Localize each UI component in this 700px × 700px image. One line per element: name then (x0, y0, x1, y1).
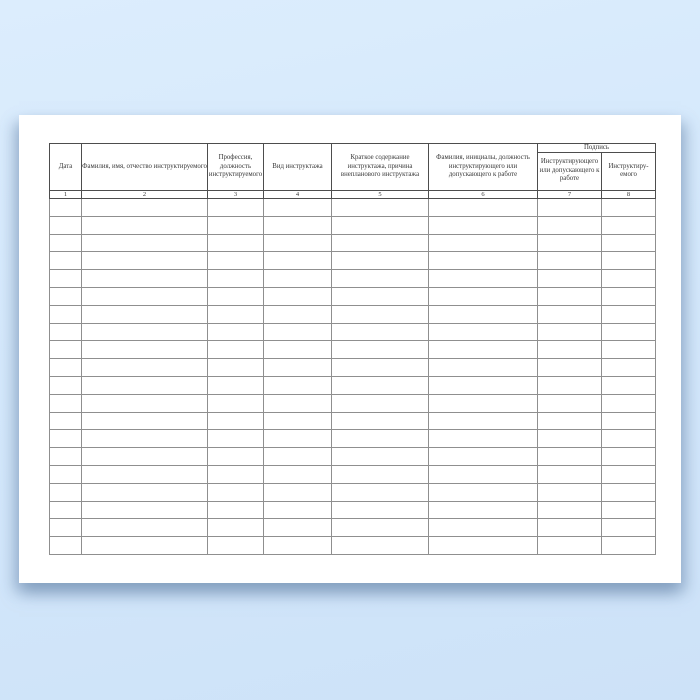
empty-cell (332, 199, 429, 217)
table-row (50, 519, 656, 537)
empty-cell (264, 483, 332, 501)
empty-cell (602, 465, 656, 483)
empty-cell (208, 412, 264, 430)
empty-cell (602, 270, 656, 288)
empty-cell (50, 394, 82, 412)
header-briefing-summary: Краткое содержание инструктажа, причина внепланового инструктажа (332, 144, 429, 191)
header-signature-instructed: Инструктиру-емого (602, 152, 656, 190)
empty-cell (332, 341, 429, 359)
empty-cell (429, 412, 538, 430)
column-number: 8 (602, 190, 656, 199)
empty-cell (82, 394, 208, 412)
empty-cell (82, 287, 208, 305)
table-body (50, 199, 656, 555)
empty-cell (208, 448, 264, 466)
empty-cell (429, 305, 538, 323)
empty-cell (602, 323, 656, 341)
empty-cell (332, 305, 429, 323)
empty-cell (538, 430, 602, 448)
empty-cell (208, 270, 264, 288)
empty-cell (332, 519, 429, 537)
empty-cell (429, 501, 538, 519)
empty-cell (82, 199, 208, 217)
empty-cell (332, 323, 429, 341)
empty-cell (538, 341, 602, 359)
empty-cell (602, 483, 656, 501)
empty-cell (429, 252, 538, 270)
empty-cell (538, 216, 602, 234)
empty-cell (602, 252, 656, 270)
empty-cell (82, 270, 208, 288)
empty-cell (429, 483, 538, 501)
empty-cell (602, 537, 656, 555)
document-page (19, 115, 681, 583)
table-row (50, 199, 656, 217)
column-number: 2 (82, 190, 208, 199)
empty-cell (208, 465, 264, 483)
empty-cell (82, 376, 208, 394)
empty-cell (538, 519, 602, 537)
empty-cell (50, 199, 82, 217)
empty-cell (82, 305, 208, 323)
table-row (50, 216, 656, 234)
empty-cell (538, 537, 602, 555)
table-row (50, 448, 656, 466)
header-signature-group: Подпись (538, 144, 656, 153)
table-row (50, 537, 656, 555)
empty-cell (602, 199, 656, 217)
empty-cell (50, 537, 82, 555)
empty-cell (264, 323, 332, 341)
empty-cell (208, 216, 264, 234)
empty-cell (538, 376, 602, 394)
empty-cell (50, 519, 82, 537)
empty-cell (429, 537, 538, 555)
empty-cell (82, 448, 208, 466)
empty-cell (538, 501, 602, 519)
table-row (50, 341, 656, 359)
empty-cell (538, 359, 602, 377)
column-number: 1 (50, 190, 82, 199)
empty-cell (50, 341, 82, 359)
empty-cell (602, 341, 656, 359)
empty-cell (429, 430, 538, 448)
column-number: 6 (429, 190, 538, 199)
empty-cell (264, 216, 332, 234)
empty-cell (264, 270, 332, 288)
empty-cell (264, 412, 332, 430)
header-row-top (50, 144, 656, 153)
empty-cell (264, 519, 332, 537)
empty-cell (208, 394, 264, 412)
empty-cell (208, 519, 264, 537)
empty-cell (82, 341, 208, 359)
empty-cell (82, 323, 208, 341)
empty-cell (82, 519, 208, 537)
empty-cell (82, 412, 208, 430)
empty-cell (264, 252, 332, 270)
empty-cell (50, 216, 82, 234)
empty-cell (50, 501, 82, 519)
empty-cell (538, 483, 602, 501)
empty-cell (264, 199, 332, 217)
empty-cell (538, 465, 602, 483)
empty-cell (264, 234, 332, 252)
empty-cell (82, 465, 208, 483)
empty-cell (332, 252, 429, 270)
empty-cell (602, 412, 656, 430)
table-row (50, 305, 656, 323)
empty-cell (50, 376, 82, 394)
empty-cell (264, 537, 332, 555)
empty-cell (602, 287, 656, 305)
empty-cell (82, 359, 208, 377)
empty-cell (50, 252, 82, 270)
empty-cell (50, 448, 82, 466)
table-row (50, 234, 656, 252)
empty-cell (602, 519, 656, 537)
empty-cell (208, 430, 264, 448)
empty-cell (332, 430, 429, 448)
empty-cell (602, 501, 656, 519)
empty-cell (264, 376, 332, 394)
empty-cell (538, 323, 602, 341)
header-signature-instructor: Инструктирующего или допускающего к работе (538, 152, 602, 190)
empty-cell (538, 199, 602, 217)
table-row (50, 394, 656, 412)
empty-cell (264, 394, 332, 412)
empty-cell (332, 376, 429, 394)
empty-cell (208, 341, 264, 359)
empty-cell (208, 376, 264, 394)
empty-cell (332, 465, 429, 483)
empty-cell (332, 234, 429, 252)
empty-cell (602, 305, 656, 323)
empty-cell (208, 234, 264, 252)
empty-cell (429, 359, 538, 377)
empty-cell (602, 394, 656, 412)
header-instructor-name: Фамилия, инициалы, должность инструктирующего или допускающего к работе (429, 144, 538, 191)
empty-cell (602, 234, 656, 252)
table-row (50, 430, 656, 448)
empty-cell (264, 305, 332, 323)
empty-cell (50, 412, 82, 430)
empty-cell (82, 483, 208, 501)
empty-cell (602, 359, 656, 377)
empty-cell (332, 287, 429, 305)
empty-cell (82, 537, 208, 555)
empty-cell (50, 430, 82, 448)
table-row (50, 465, 656, 483)
empty-cell (429, 465, 538, 483)
empty-cell (602, 216, 656, 234)
header-full-name: Фамилия, имя, отчество инструктируемого (82, 144, 208, 191)
column-number: 3 (208, 190, 264, 199)
empty-cell (602, 448, 656, 466)
empty-cell (264, 287, 332, 305)
empty-cell (429, 323, 538, 341)
empty-cell (602, 376, 656, 394)
table-row (50, 412, 656, 430)
empty-cell (429, 376, 538, 394)
empty-cell (429, 519, 538, 537)
empty-cell (538, 270, 602, 288)
empty-cell (208, 501, 264, 519)
empty-cell (332, 270, 429, 288)
empty-cell (429, 394, 538, 412)
empty-cell (332, 216, 429, 234)
instruction-log-table (49, 143, 656, 555)
table-row (50, 323, 656, 341)
empty-cell (208, 359, 264, 377)
empty-cell (208, 252, 264, 270)
empty-cell (264, 501, 332, 519)
empty-cell (82, 430, 208, 448)
empty-cell (264, 448, 332, 466)
table-row (50, 252, 656, 270)
empty-cell (50, 359, 82, 377)
empty-cell (50, 323, 82, 341)
table-row (50, 359, 656, 377)
column-numbers-row (50, 190, 656, 199)
empty-cell (429, 234, 538, 252)
empty-cell (538, 234, 602, 252)
empty-cell (50, 270, 82, 288)
empty-cell (429, 270, 538, 288)
empty-cell (264, 430, 332, 448)
empty-cell (332, 501, 429, 519)
table-row (50, 287, 656, 305)
empty-cell (50, 465, 82, 483)
empty-cell (538, 305, 602, 323)
empty-cell (429, 216, 538, 234)
table-row (50, 270, 656, 288)
empty-cell (538, 412, 602, 430)
empty-cell (429, 199, 538, 217)
empty-cell (208, 287, 264, 305)
empty-cell (332, 483, 429, 501)
empty-cell (538, 252, 602, 270)
empty-cell (208, 199, 264, 217)
column-number: 4 (264, 190, 332, 199)
empty-cell (208, 323, 264, 341)
empty-cell (429, 287, 538, 305)
empty-cell (208, 305, 264, 323)
empty-cell (538, 448, 602, 466)
empty-cell (50, 287, 82, 305)
empty-cell (264, 359, 332, 377)
empty-cell (429, 448, 538, 466)
empty-cell (332, 537, 429, 555)
empty-cell (332, 412, 429, 430)
header-briefing-type: Вид инструктажа (264, 144, 332, 191)
header-date: Дата (50, 144, 82, 191)
empty-cell (50, 305, 82, 323)
column-number: 5 (332, 190, 429, 199)
empty-cell (332, 394, 429, 412)
table-row (50, 501, 656, 519)
empty-cell (264, 341, 332, 359)
empty-cell (82, 252, 208, 270)
table-row (50, 483, 656, 501)
header-profession: Профессия, должность инструктируемого (208, 144, 264, 191)
empty-cell (82, 501, 208, 519)
empty-cell (602, 430, 656, 448)
empty-cell (429, 341, 538, 359)
empty-cell (332, 359, 429, 377)
empty-cell (82, 216, 208, 234)
table-row (50, 376, 656, 394)
column-number: 7 (538, 190, 602, 199)
empty-cell (50, 483, 82, 501)
empty-cell (538, 394, 602, 412)
empty-cell (208, 537, 264, 555)
empty-cell (82, 234, 208, 252)
empty-cell (538, 287, 602, 305)
empty-cell (50, 234, 82, 252)
empty-cell (208, 483, 264, 501)
empty-cell (332, 448, 429, 466)
empty-cell (264, 465, 332, 483)
